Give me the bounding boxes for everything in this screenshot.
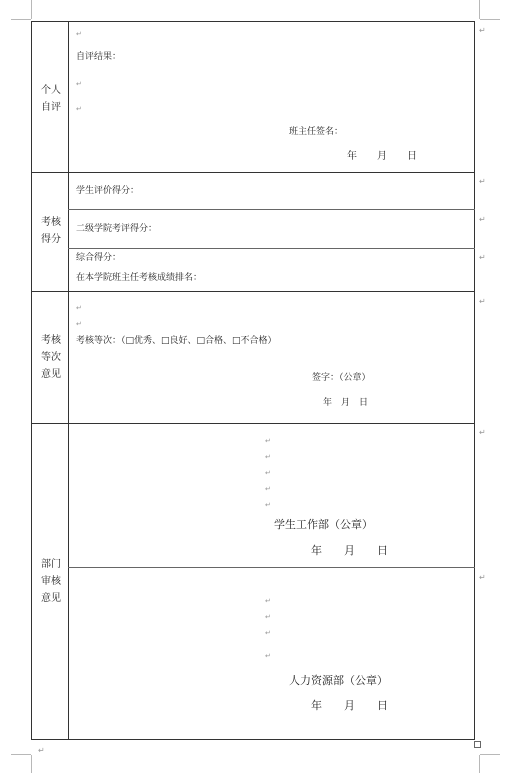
paragraph-mark: ↵ xyxy=(265,613,271,621)
row-end-mark: ↵ xyxy=(479,26,486,35)
row-end-mark: ↵ xyxy=(479,253,486,262)
row-divider-college-eval xyxy=(68,248,475,249)
crop-mark-top-right-h xyxy=(480,19,500,20)
student-affairs-date: 年 月 日 xyxy=(311,544,388,557)
college-eval-score-label: 二级学院考评得分： xyxy=(76,224,158,234)
row-divider-self xyxy=(31,172,475,173)
paragraph-mark: ↵ xyxy=(265,629,271,637)
paragraph-mark: ↵ xyxy=(265,501,271,509)
crop-mark-top-left-h xyxy=(11,19,31,20)
paragraph-mark: ↵ xyxy=(265,453,271,461)
row-divider-dept xyxy=(68,567,475,568)
paragraph-mark: ↵ xyxy=(265,597,271,605)
self-eval-result-label: 自评结果： xyxy=(76,52,122,62)
row-end-mark: ↵ xyxy=(479,215,486,224)
paragraph-mark: ↵ xyxy=(265,652,271,660)
row-end-mark: ↵ xyxy=(479,573,486,582)
row-divider-grade xyxy=(31,423,475,424)
row-divider-score xyxy=(31,291,475,292)
paragraph-mark: ↵ xyxy=(76,105,82,113)
score-label-line2: 得分 xyxy=(41,234,61,245)
label-column-divider xyxy=(68,21,69,740)
dept-review-label xyxy=(36,556,66,607)
self-eval-label xyxy=(36,82,66,116)
crop-mark-bottom-left-v xyxy=(31,755,32,773)
paragraph-mark: ↵ xyxy=(265,437,271,445)
grade-seal-label: 签字：（公章） xyxy=(312,373,371,383)
dept-review-label-line2: 审核 xyxy=(41,576,61,587)
grade-opinion-label-line1: 考核 xyxy=(41,335,61,346)
hr-date: 年 月 日 xyxy=(311,699,388,712)
hr-seal-label: 人力资源部（公章） xyxy=(289,674,388,687)
grade-options-line: 考核等次：（□优秀、□良好、□合格、□不合格） xyxy=(76,336,277,346)
paragraph-mark: ↵ xyxy=(76,30,82,38)
crop-mark-bottom-left-h xyxy=(11,754,31,755)
college-rank-label: 在本学院班主任考核成绩排名： xyxy=(76,273,203,283)
total-score-label: 综合得分： xyxy=(76,253,122,263)
evaluation-table xyxy=(31,21,475,740)
crop-mark-top-right-v xyxy=(479,0,480,19)
paragraph-mark: ↵ xyxy=(265,469,271,477)
head-teacher-signature-label: 班主任签名： xyxy=(289,127,344,137)
score-label xyxy=(36,214,66,248)
table-resize-handle[interactable] xyxy=(474,741,481,748)
grade-opinion-label-line2: 等次 xyxy=(41,352,61,363)
row-divider-student-eval xyxy=(68,209,475,210)
student-affairs-seal-label: 学生工作部（公章） xyxy=(274,518,373,531)
crop-mark-bottom-right-h xyxy=(480,754,500,755)
grade-date: 年 月 日 xyxy=(323,398,369,408)
student-eval-score-label: 学生评价得分： xyxy=(76,186,140,196)
score-label-line1: 考核 xyxy=(41,217,61,228)
self-eval-date: 年 月 日 xyxy=(347,151,417,162)
paragraph-mark: ↵ xyxy=(76,304,82,312)
row-end-mark: ↵ xyxy=(479,428,486,437)
row-end-mark: ↵ xyxy=(479,177,486,186)
crop-mark-top-left-v xyxy=(31,0,32,19)
paragraph-mark: ↵ xyxy=(76,320,82,328)
dept-review-label-line3: 意见 xyxy=(41,593,61,604)
dept-review-label-line1: 部门 xyxy=(41,559,61,570)
crop-mark-bottom-right-v xyxy=(479,755,480,773)
paragraph-mark: ↵ xyxy=(265,485,271,493)
paragraph-mark: ↵ xyxy=(38,746,45,755)
paragraph-mark: ↵ xyxy=(76,80,82,88)
row-end-mark: ↵ xyxy=(479,297,486,306)
self-eval-label-line2: 自评 xyxy=(41,102,61,113)
grade-opinion-label-line3: 意见 xyxy=(41,369,61,380)
self-eval-label-line1: 个人 xyxy=(41,85,61,96)
grade-opinion-label xyxy=(36,332,66,383)
